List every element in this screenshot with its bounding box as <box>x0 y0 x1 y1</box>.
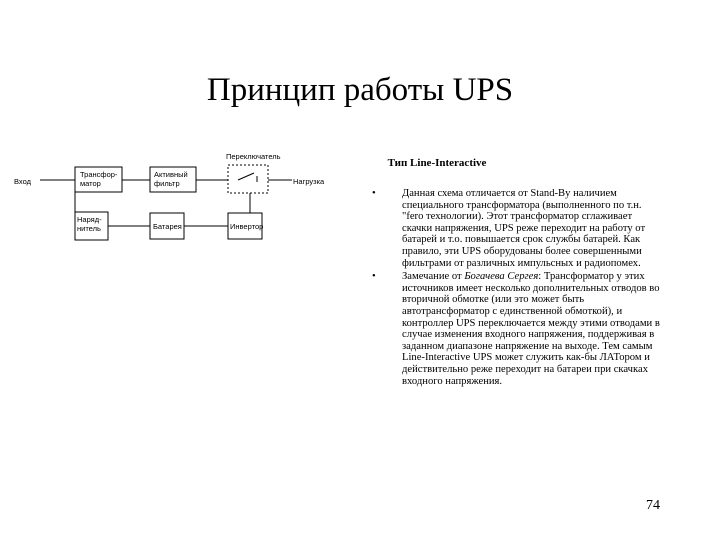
section-title: Тип Line-Interactive <box>387 157 487 169</box>
bullet-item <box>372 271 664 387</box>
line-interactive-ups-diagram <box>0 140 360 255</box>
page-number: 74 <box>646 498 660 513</box>
bullet-text: Замечание от <box>402 271 465 283</box>
bullet-item <box>372 188 664 269</box>
bullet-list <box>372 188 664 387</box>
author-name: Богачева Сергея <box>464 271 539 283</box>
active-filter-label: Активный фильтр <box>154 170 188 188</box>
slide-title: Принцип работы UPS <box>206 72 514 108</box>
bullet-text: Данная схема отличается от Stand-By наличием специального трансформатора (выполненного по т.н. "fero технологии). Этот трансформатор сглаживает скачки напряжения, UPS реже переходит на работу от батарей и т.о. повышается срок службы батарей. Как правило, эти UPS оборудованы более совершенными фильтрами от различных импульсных и радиопомех. <box>402 188 646 269</box>
switch-label: Переключатель <box>226 152 281 161</box>
diagram-wires <box>0 140 360 255</box>
transformer-label: Трансфор- матор <box>80 170 118 188</box>
input-label: Вход <box>14 177 31 186</box>
battery-label: Батарея <box>153 222 182 231</box>
bullet-icon: • <box>372 271 376 283</box>
inverter-label: Инвертор <box>230 222 264 231</box>
switch-box <box>228 165 268 193</box>
charger-label: Наряд- нитель <box>77 215 102 233</box>
bullet-text-continued: : Трансформатор у этих источников имеет несколько дополнительных отводов во вторичной обмотке (или это может быть автотрансформатор с единственной обмоткой), и контроллер UPS переключается между этими отводами в случае изменения входного напряжения, поддерживая в заданном диапазоне напряжение на выходе. Тем самым Line-Interactive UPS может служить как-бы ЛАТором и действительно реже переходит на батареи при скачках входного напряжения. <box>402 271 660 387</box>
load-label: Нагрузка <box>293 177 325 186</box>
bullet-icon: • <box>372 188 376 199</box>
